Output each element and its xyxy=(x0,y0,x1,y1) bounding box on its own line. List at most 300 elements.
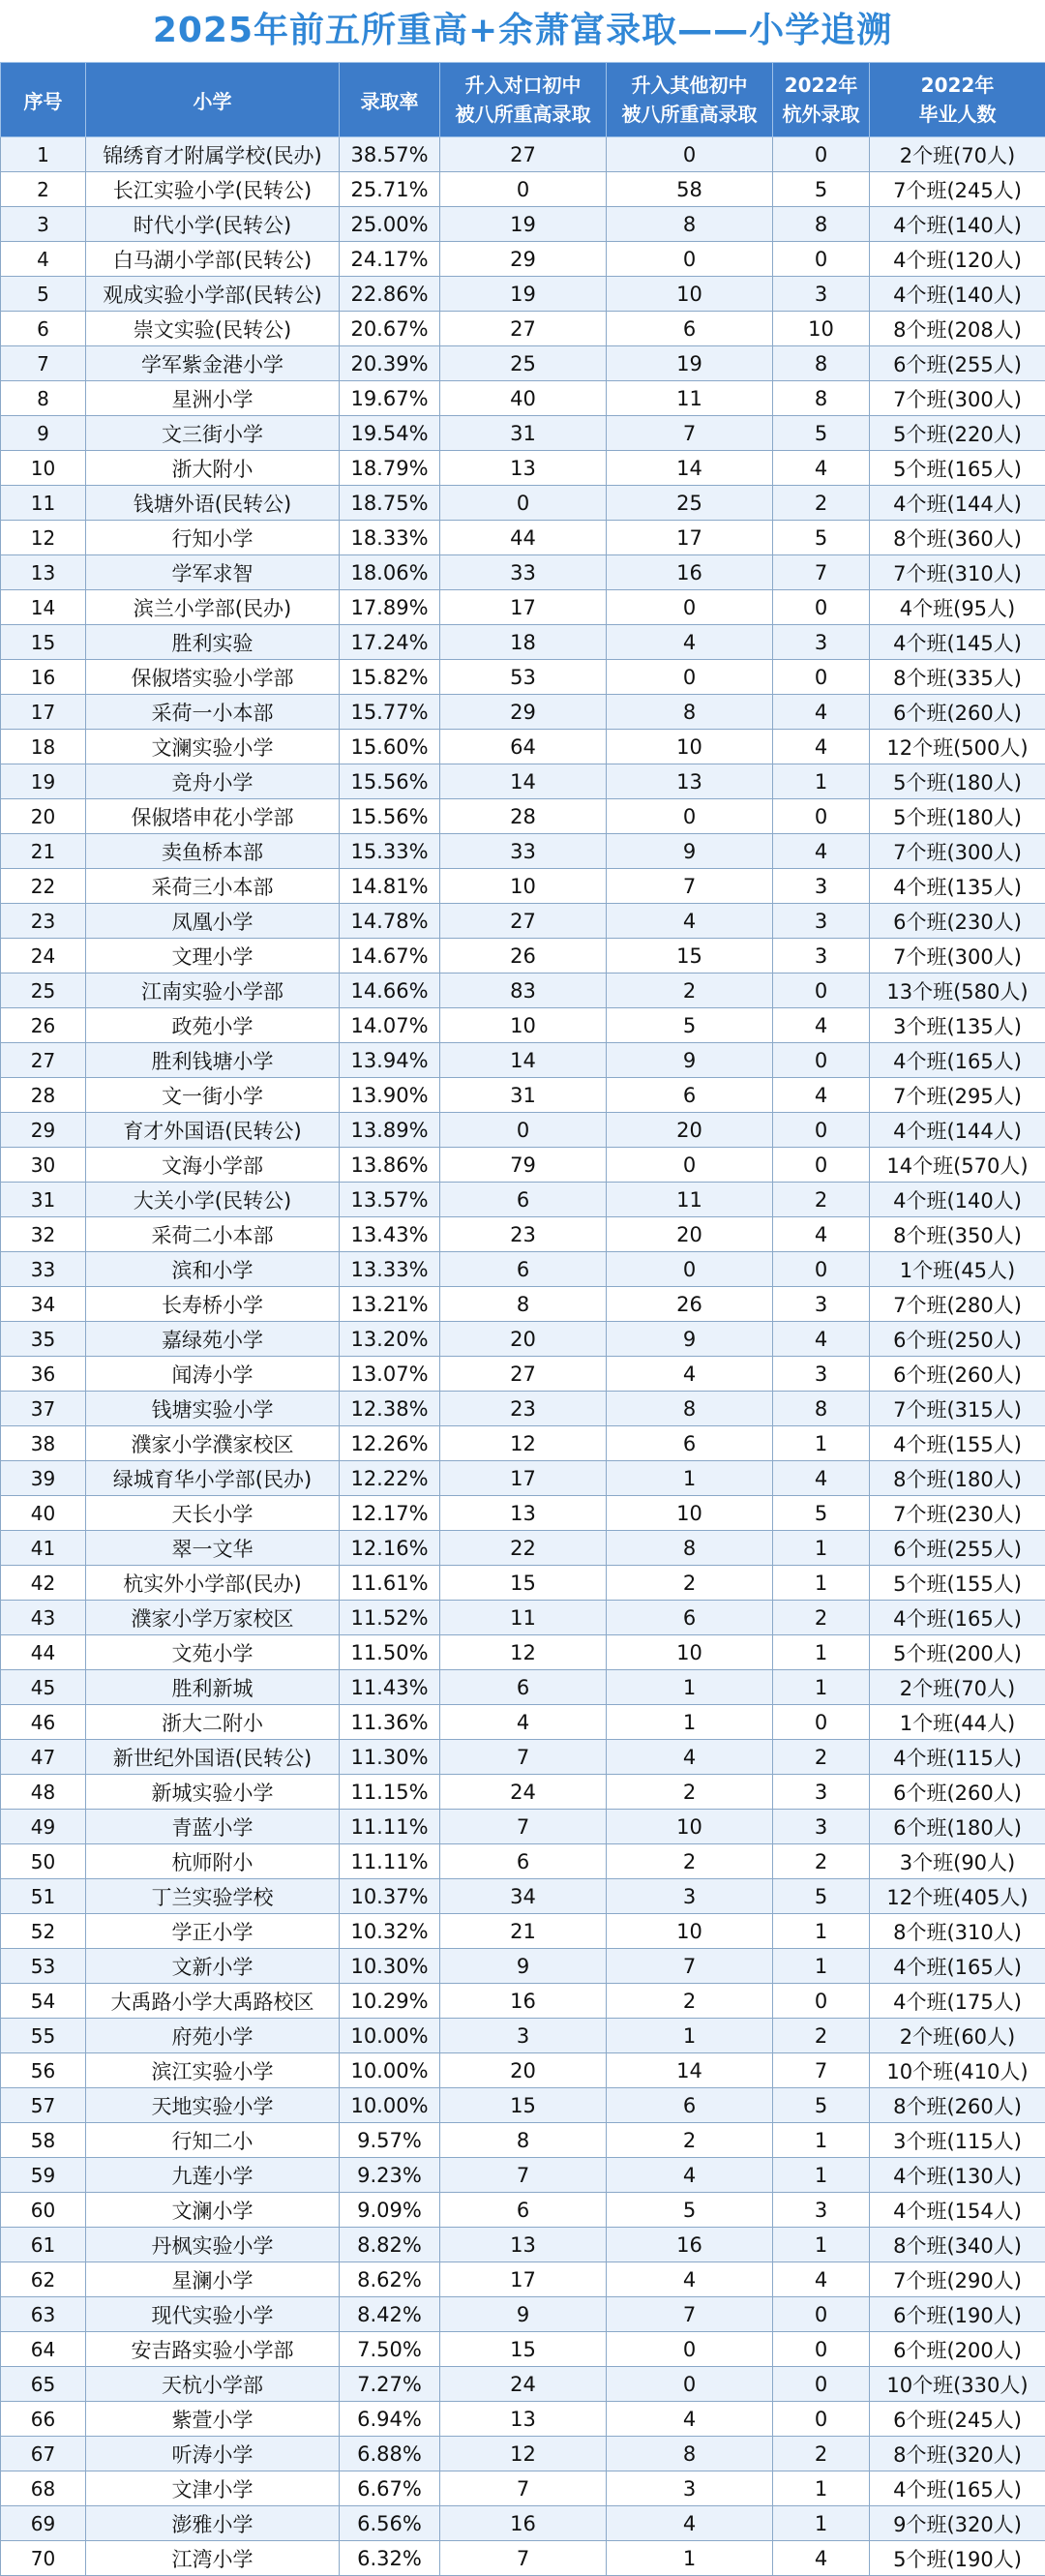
cell-seq: 12 xyxy=(1,521,86,555)
cell-graduates: 4个班(175人) xyxy=(870,1984,1045,2019)
cell-rate: 15.56% xyxy=(340,799,440,834)
table-row xyxy=(1,172,1045,207)
cell-rate: 12.26% xyxy=(340,1426,440,1461)
cell-direct: 0 xyxy=(440,486,607,521)
cell-rate: 13.89% xyxy=(340,1113,440,1148)
table-row xyxy=(1,1566,1045,1601)
cell-graduates: 5个班(155人) xyxy=(870,1566,1045,1601)
cell-direct: 29 xyxy=(440,242,607,277)
cell-seq: 7 xyxy=(1,346,86,381)
cell-school: 采荷二小本部 xyxy=(86,1217,340,1252)
cell-hangwai: 1 xyxy=(773,1531,870,1566)
cell-seq: 33 xyxy=(1,1252,86,1287)
cell-direct: 12 xyxy=(440,2437,607,2471)
cell-hangwai: 0 xyxy=(773,590,870,625)
cell-other: 20 xyxy=(607,1113,773,1148)
cell-direct: 21 xyxy=(440,1914,607,1949)
cell-seq: 31 xyxy=(1,1183,86,1217)
cell-hangwai: 3 xyxy=(773,869,870,904)
cell-other: 26 xyxy=(607,1287,773,1322)
cell-rate: 12.22% xyxy=(340,1461,440,1496)
cell-seq: 38 xyxy=(1,1426,86,1461)
table-row xyxy=(1,1287,1045,1322)
cell-rate: 18.79% xyxy=(340,451,440,486)
cell-school: 翠一文华 xyxy=(86,1531,340,1566)
cell-graduates: 6个班(260人) xyxy=(870,1775,1045,1810)
cell-graduates: 4个班(115人) xyxy=(870,1740,1045,1775)
table-row xyxy=(1,2471,1045,2506)
header-other-line1: 升入其他初中 xyxy=(607,71,772,100)
cell-direct: 15 xyxy=(440,2088,607,2123)
cell-seq: 70 xyxy=(1,2541,86,2576)
cell-graduates: 4个班(140人) xyxy=(870,1183,1045,1217)
cell-rate: 12.17% xyxy=(340,1496,440,1531)
cell-rate: 12.16% xyxy=(340,1531,440,1566)
cell-seq: 39 xyxy=(1,1461,86,1496)
cell-hangwai: 2 xyxy=(773,1183,870,1217)
cell-direct: 12 xyxy=(440,1426,607,1461)
cell-rate: 15.56% xyxy=(340,764,440,799)
cell-hangwai: 3 xyxy=(773,939,870,973)
cell-rate: 14.78% xyxy=(340,904,440,939)
table-row xyxy=(1,1217,1045,1252)
table-row xyxy=(1,730,1045,764)
table-row xyxy=(1,1322,1045,1357)
header-graduates xyxy=(870,63,1045,137)
page-title: 2025年前五所重高+余萧富录取——小学追溯 xyxy=(0,0,1045,62)
cell-graduates: 8个班(208人) xyxy=(870,312,1045,346)
cell-other: 3 xyxy=(607,2471,773,2506)
table-row xyxy=(1,2332,1045,2367)
cell-graduates: 5个班(220人) xyxy=(870,416,1045,451)
cell-hangwai: 8 xyxy=(773,381,870,416)
table-row xyxy=(1,2158,1045,2193)
cell-seq: 29 xyxy=(1,1113,86,1148)
cell-other: 1 xyxy=(607,1670,773,1705)
cell-direct: 13 xyxy=(440,2402,607,2437)
cell-school: 崇文实验(民转公) xyxy=(86,312,340,346)
cell-school: 天杭小学部 xyxy=(86,2367,340,2402)
cell-other: 8 xyxy=(607,1392,773,1426)
cell-graduates: 8个班(260人) xyxy=(870,2088,1045,2123)
cell-other: 0 xyxy=(607,799,773,834)
cell-direct: 23 xyxy=(440,1217,607,1252)
cell-graduates: 6个班(245人) xyxy=(870,2402,1045,2437)
cell-direct: 79 xyxy=(440,1148,607,1183)
cell-hangwai: 1 xyxy=(773,2123,870,2158)
cell-hangwai: 8 xyxy=(773,346,870,381)
cell-seq: 55 xyxy=(1,2019,86,2053)
cell-seq: 18 xyxy=(1,730,86,764)
cell-hangwai: 4 xyxy=(773,2262,870,2297)
ranking-table xyxy=(0,62,1045,2576)
cell-graduates: 5个班(180人) xyxy=(870,764,1045,799)
cell-school: 丹枫实验小学 xyxy=(86,2228,340,2262)
cell-graduates: 5个班(190人) xyxy=(870,2541,1045,2576)
cell-hangwai: 10 xyxy=(773,312,870,346)
cell-rate: 11.11% xyxy=(340,1810,440,1844)
cell-direct: 14 xyxy=(440,1043,607,1078)
table-row xyxy=(1,764,1045,799)
cell-school: 白马湖小学部(民转公) xyxy=(86,242,340,277)
cell-hangwai: 4 xyxy=(773,695,870,730)
cell-hangwai: 3 xyxy=(773,625,870,660)
cell-other: 14 xyxy=(607,451,773,486)
table-row xyxy=(1,869,1045,904)
header-graduates-line1: 2022年 xyxy=(870,71,1045,100)
table-row xyxy=(1,521,1045,555)
cell-school: 文澜小学 xyxy=(86,2193,340,2228)
cell-seq: 57 xyxy=(1,2088,86,2123)
table-row xyxy=(1,2506,1045,2541)
table-row xyxy=(1,1426,1045,1461)
cell-direct: 40 xyxy=(440,381,607,416)
cell-direct: 19 xyxy=(440,277,607,312)
cell-seq: 19 xyxy=(1,764,86,799)
cell-school: 政苑小学 xyxy=(86,1008,340,1043)
table-row xyxy=(1,1461,1045,1496)
cell-graduates: 4个班(95人) xyxy=(870,590,1045,625)
table-row xyxy=(1,1148,1045,1183)
cell-hangwai: 0 xyxy=(773,1252,870,1287)
table-row xyxy=(1,2367,1045,2402)
table-row xyxy=(1,2123,1045,2158)
cell-other: 9 xyxy=(607,1043,773,1078)
cell-other: 16 xyxy=(607,555,773,590)
header-other xyxy=(607,63,773,137)
cell-rate: 8.42% xyxy=(340,2297,440,2332)
cell-graduates: 4个班(144人) xyxy=(870,1113,1045,1148)
cell-direct: 31 xyxy=(440,416,607,451)
cell-hangwai: 8 xyxy=(773,1392,870,1426)
cell-hangwai: 1 xyxy=(773,1566,870,1601)
cell-direct: 24 xyxy=(440,1775,607,1810)
cell-rate: 14.07% xyxy=(340,1008,440,1043)
cell-rate: 14.67% xyxy=(340,939,440,973)
header-rate: 录取率 xyxy=(340,63,440,137)
cell-seq: 61 xyxy=(1,2228,86,2262)
table-row xyxy=(1,590,1045,625)
cell-direct: 18 xyxy=(440,625,607,660)
cell-school: 竞舟小学 xyxy=(86,764,340,799)
cell-hangwai: 4 xyxy=(773,834,870,869)
cell-school: 府苑小学 xyxy=(86,2019,340,2053)
cell-seq: 11 xyxy=(1,486,86,521)
cell-seq: 44 xyxy=(1,1635,86,1670)
cell-graduates: 8个班(340人) xyxy=(870,2228,1045,2262)
header-direct xyxy=(440,63,607,137)
cell-school: 大禹路小学大禹路校区 xyxy=(86,1984,340,2019)
cell-rate: 25.71% xyxy=(340,172,440,207)
table-row xyxy=(1,416,1045,451)
cell-seq: 16 xyxy=(1,660,86,695)
cell-hangwai: 0 xyxy=(773,2297,870,2332)
cell-rate: 19.54% xyxy=(340,416,440,451)
cell-seq: 17 xyxy=(1,695,86,730)
header-graduates-line2: 毕业人数 xyxy=(870,100,1045,129)
cell-direct: 9 xyxy=(440,2297,607,2332)
cell-school: 学军求智 xyxy=(86,555,340,590)
cell-seq: 36 xyxy=(1,1357,86,1392)
cell-hangwai: 3 xyxy=(773,1287,870,1322)
cell-rate: 18.06% xyxy=(340,555,440,590)
cell-rate: 11.52% xyxy=(340,1601,440,1635)
cell-school: 青蓝小学 xyxy=(86,1810,340,1844)
cell-direct: 22 xyxy=(440,1531,607,1566)
cell-seq: 63 xyxy=(1,2297,86,2332)
cell-seq: 40 xyxy=(1,1496,86,1531)
cell-hangwai: 0 xyxy=(773,660,870,695)
cell-school: 采荷三小本部 xyxy=(86,869,340,904)
cell-graduates: 7个班(290人) xyxy=(870,2262,1045,2297)
cell-seq: 24 xyxy=(1,939,86,973)
cell-graduates: 6个班(230人) xyxy=(870,904,1045,939)
cell-hangwai: 0 xyxy=(773,2367,870,2402)
cell-direct: 26 xyxy=(440,939,607,973)
cell-school: 澎雅小学 xyxy=(86,2506,340,2541)
cell-other: 14 xyxy=(607,2053,773,2088)
cell-school: 文一街小学 xyxy=(86,1078,340,1113)
cell-school: 天地实验小学 xyxy=(86,2088,340,2123)
cell-direct: 15 xyxy=(440,2332,607,2367)
cell-school: 行知二小 xyxy=(86,2123,340,2158)
cell-seq: 52 xyxy=(1,1914,86,1949)
cell-rate: 13.21% xyxy=(340,1287,440,1322)
table-row xyxy=(1,1775,1045,1810)
cell-school: 保俶塔实验小学部 xyxy=(86,660,340,695)
table-row xyxy=(1,2088,1045,2123)
cell-direct: 27 xyxy=(440,312,607,346)
cell-hangwai: 4 xyxy=(773,1461,870,1496)
cell-school: 长寿桥小学 xyxy=(86,1287,340,1322)
header-hangwai-line2: 杭外录取 xyxy=(773,100,869,129)
table-row xyxy=(1,1914,1045,1949)
cell-other: 0 xyxy=(607,1148,773,1183)
cell-school: 学军紫金港小学 xyxy=(86,346,340,381)
header-seq: 序号 xyxy=(1,63,86,137)
cell-rate: 10.00% xyxy=(340,2019,440,2053)
cell-seq: 48 xyxy=(1,1775,86,1810)
cell-rate: 13.90% xyxy=(340,1078,440,1113)
cell-other: 9 xyxy=(607,1322,773,1357)
cell-other: 0 xyxy=(607,590,773,625)
cell-other: 8 xyxy=(607,2437,773,2471)
cell-hangwai: 3 xyxy=(773,2193,870,2228)
cell-school: 文苑小学 xyxy=(86,1635,340,1670)
cell-other: 10 xyxy=(607,1914,773,1949)
cell-hangwai: 0 xyxy=(773,2402,870,2437)
cell-graduates: 2个班(70人) xyxy=(870,137,1045,172)
cell-school: 丁兰实验学校 xyxy=(86,1879,340,1914)
cell-school: 嘉绿苑小学 xyxy=(86,1322,340,1357)
cell-rate: 10.29% xyxy=(340,1984,440,2019)
cell-hangwai: 4 xyxy=(773,730,870,764)
cell-other: 19 xyxy=(607,346,773,381)
cell-school: 观成实验小学部(民转公) xyxy=(86,277,340,312)
cell-rate: 6.94% xyxy=(340,2402,440,2437)
cell-direct: 7 xyxy=(440,2471,607,2506)
cell-other: 1 xyxy=(607,2019,773,2053)
table-row xyxy=(1,834,1045,869)
header-direct-line2: 被八所重高录取 xyxy=(440,100,606,129)
cell-seq: 41 xyxy=(1,1531,86,1566)
cell-other: 4 xyxy=(607,2506,773,2541)
cell-graduates: 7个班(300人) xyxy=(870,939,1045,973)
cell-graduates: 7个班(280人) xyxy=(870,1287,1045,1322)
cell-rate: 22.86% xyxy=(340,277,440,312)
cell-school: 新世纪外国语(民转公) xyxy=(86,1740,340,1775)
header-direct-line1: 升入对口初中 xyxy=(440,71,606,100)
cell-rate: 17.89% xyxy=(340,590,440,625)
cell-graduates: 12个班(405人) xyxy=(870,1879,1045,1914)
cell-other: 4 xyxy=(607,1740,773,1775)
cell-school: 闻涛小学 xyxy=(86,1357,340,1392)
cell-graduates: 9个班(320人) xyxy=(870,2506,1045,2541)
cell-seq: 14 xyxy=(1,590,86,625)
cell-school: 文新小学 xyxy=(86,1949,340,1984)
cell-seq: 30 xyxy=(1,1148,86,1183)
table-row xyxy=(1,939,1045,973)
cell-hangwai: 5 xyxy=(773,172,870,207)
cell-seq: 20 xyxy=(1,799,86,834)
cell-direct: 13 xyxy=(440,1496,607,1531)
cell-school: 九莲小学 xyxy=(86,2158,340,2193)
table-row xyxy=(1,2262,1045,2297)
cell-other: 10 xyxy=(607,1635,773,1670)
cell-seq: 42 xyxy=(1,1566,86,1601)
cell-graduates: 3个班(90人) xyxy=(870,1844,1045,1879)
cell-seq: 46 xyxy=(1,1705,86,1740)
cell-other: 4 xyxy=(607,1357,773,1392)
cell-rate: 8.62% xyxy=(340,2262,440,2297)
cell-rate: 13.33% xyxy=(340,1252,440,1287)
table-row xyxy=(1,207,1045,242)
cell-direct: 6 xyxy=(440,1183,607,1217)
cell-graduates: 6个班(190人) xyxy=(870,2297,1045,2332)
cell-hangwai: 2 xyxy=(773,2437,870,2471)
cell-direct: 7 xyxy=(440,2541,607,2576)
cell-school: 滨和小学 xyxy=(86,1252,340,1287)
header-hangwai xyxy=(773,63,870,137)
cell-seq: 34 xyxy=(1,1287,86,1322)
cell-rate: 10.00% xyxy=(340,2088,440,2123)
cell-seq: 60 xyxy=(1,2193,86,2228)
cell-other: 0 xyxy=(607,2332,773,2367)
cell-hangwai: 2 xyxy=(773,1844,870,1879)
table-row xyxy=(1,555,1045,590)
cell-rate: 13.57% xyxy=(340,1183,440,1217)
cell-direct: 6 xyxy=(440,1252,607,1287)
cell-direct: 0 xyxy=(440,1113,607,1148)
cell-direct: 16 xyxy=(440,2506,607,2541)
cell-other: 0 xyxy=(607,660,773,695)
cell-rate: 13.43% xyxy=(340,1217,440,1252)
cell-seq: 49 xyxy=(1,1810,86,1844)
cell-seq: 69 xyxy=(1,2506,86,2541)
cell-direct: 0 xyxy=(440,172,607,207)
table-row xyxy=(1,695,1045,730)
cell-school: 紫萱小学 xyxy=(86,2402,340,2437)
cell-direct: 10 xyxy=(440,1008,607,1043)
cell-graduates: 8个班(360人) xyxy=(870,521,1045,555)
cell-direct: 20 xyxy=(440,2053,607,2088)
cell-direct: 15 xyxy=(440,1566,607,1601)
cell-graduates: 4个班(165人) xyxy=(870,1601,1045,1635)
cell-school: 时代小学(民转公) xyxy=(86,207,340,242)
cell-direct: 12 xyxy=(440,1635,607,1670)
cell-other: 58 xyxy=(607,172,773,207)
cell-seq: 67 xyxy=(1,2437,86,2471)
cell-graduates: 5个班(180人) xyxy=(870,799,1045,834)
table-row xyxy=(1,1810,1045,1844)
cell-graduates: 5个班(200人) xyxy=(870,1635,1045,1670)
cell-direct: 17 xyxy=(440,1461,607,1496)
table-row xyxy=(1,1740,1045,1775)
cell-other: 20 xyxy=(607,1217,773,1252)
cell-rate: 6.88% xyxy=(340,2437,440,2471)
cell-school: 钱塘外语(民转公) xyxy=(86,486,340,521)
cell-rate: 13.94% xyxy=(340,1043,440,1078)
cell-other: 7 xyxy=(607,869,773,904)
cell-rate: 25.00% xyxy=(340,207,440,242)
cell-hangwai: 1 xyxy=(773,2471,870,2506)
cell-school: 浙大附小 xyxy=(86,451,340,486)
cell-other: 0 xyxy=(607,2367,773,2402)
cell-graduates: 4个班(155人) xyxy=(870,1426,1045,1461)
cell-hangwai: 0 xyxy=(773,1113,870,1148)
cell-other: 0 xyxy=(607,242,773,277)
cell-graduates: 4个班(145人) xyxy=(870,625,1045,660)
cell-seq: 10 xyxy=(1,451,86,486)
cell-seq: 64 xyxy=(1,2332,86,2367)
cell-hangwai: 1 xyxy=(773,1670,870,1705)
cell-other: 11 xyxy=(607,381,773,416)
cell-school: 凤凰小学 xyxy=(86,904,340,939)
cell-other: 2 xyxy=(607,1984,773,2019)
cell-school: 滨兰小学部(民办) xyxy=(86,590,340,625)
cell-rate: 15.60% xyxy=(340,730,440,764)
cell-other: 5 xyxy=(607,1008,773,1043)
cell-hangwai: 4 xyxy=(773,1078,870,1113)
cell-hangwai: 5 xyxy=(773,1879,870,1914)
cell-rate: 9.57% xyxy=(340,2123,440,2158)
table-row xyxy=(1,1949,1045,1984)
table-body xyxy=(1,137,1045,2576)
cell-rate: 11.30% xyxy=(340,1740,440,1775)
cell-direct: 8 xyxy=(440,1287,607,1322)
cell-direct: 9 xyxy=(440,1949,607,1984)
cell-seq: 27 xyxy=(1,1043,86,1078)
cell-hangwai: 1 xyxy=(773,2158,870,2193)
table-row xyxy=(1,2402,1045,2437)
table-row xyxy=(1,1531,1045,1566)
table-row xyxy=(1,381,1045,416)
table-row xyxy=(1,1043,1045,1078)
cell-school: 文海小学部 xyxy=(86,1148,340,1183)
cell-seq: 43 xyxy=(1,1601,86,1635)
cell-direct: 33 xyxy=(440,834,607,869)
cell-other: 11 xyxy=(607,1183,773,1217)
cell-direct: 7 xyxy=(440,2158,607,2193)
table-row xyxy=(1,137,1045,172)
cell-hangwai: 7 xyxy=(773,555,870,590)
cell-other: 1 xyxy=(607,1461,773,1496)
cell-rate: 11.43% xyxy=(340,1670,440,1705)
cell-other: 8 xyxy=(607,207,773,242)
cell-school: 胜利实验 xyxy=(86,625,340,660)
table-row xyxy=(1,625,1045,660)
cell-other: 10 xyxy=(607,730,773,764)
